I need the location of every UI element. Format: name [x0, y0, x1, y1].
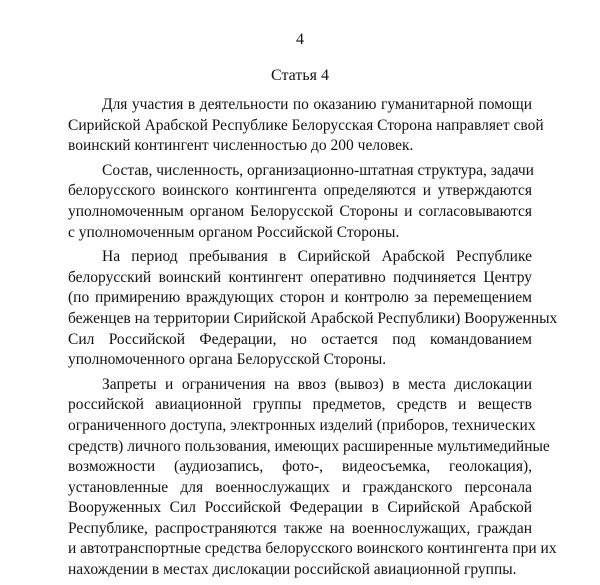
article-body	[68, 95, 558, 585]
paragraph-2	[68, 161, 532, 243]
text-line: (по примирению враждующих сторон и контролю за перемещением	[68, 289, 532, 307]
text-line: нахождении в местах дислокации российской авиационной группы.	[68, 561, 517, 579]
text-line: уполномоченным органом Белорусской Стороны и согласовываются	[68, 202, 532, 220]
text-line: и автотранспортные средства белорусского воинского контингента при их	[68, 540, 557, 558]
text-line: Вооруженных Сил Российской Федерации в Сирийской Арабской	[68, 499, 532, 517]
text-line: возможности (аудиозапись, фото-, видеосъемка, геолокация),	[68, 458, 532, 476]
text-line: Запреты и ограничения на ввоз (вывоз) в места дислокации	[102, 375, 532, 393]
text-line: белорусский воинский контингент оперативно подчиняется Центру	[68, 268, 532, 286]
text-line: уполномоченного органа Белорусской Стороны.	[68, 351, 387, 369]
text-line: Республике, распространяются также на военнослужащих, граждан	[68, 519, 532, 537]
text-line: белорусского воинского контингента определяются и утверждаются	[68, 182, 532, 200]
text-line: Сирийской Арабской Республике Белорусская Сторона направляет свой	[68, 116, 544, 134]
text-line: Для участия в деятельности по оказанию гуманитарной помощи	[102, 96, 532, 113]
paragraph-1	[68, 95, 544, 157]
text-line: беженцев на территории Сирийской Арабской Республики) Вооруженных	[68, 309, 558, 327]
paragraph-4	[68, 375, 557, 581]
text-line: воинский контингент численностью до 200 человек.	[68, 137, 414, 155]
text-line: средств) личного пользования, имеющих расширенные мультимедийные	[68, 437, 550, 455]
text-line: Состав, численность, организационно-штатная структура, задачи	[102, 161, 534, 179]
text-line: ограниченного доступа, электронных изделий (приборов, технических	[68, 416, 536, 434]
text-line: Сил Российской Федерации, но остается под командованием	[68, 330, 532, 348]
text-line: российской авиационной группы предметов, средств и веществ	[68, 396, 532, 414]
text-line: установленные для военнослужащих и гражданского персонала	[68, 478, 532, 496]
text-line: с уполномоченным органом Российской Стороны.	[68, 223, 400, 241]
article-title: Статья 4	[271, 67, 329, 84]
page-number: 4	[296, 31, 304, 48]
paragraph-3	[68, 247, 558, 371]
text-line: На период пребывания в Сирийской Арабской Республике	[102, 248, 532, 266]
